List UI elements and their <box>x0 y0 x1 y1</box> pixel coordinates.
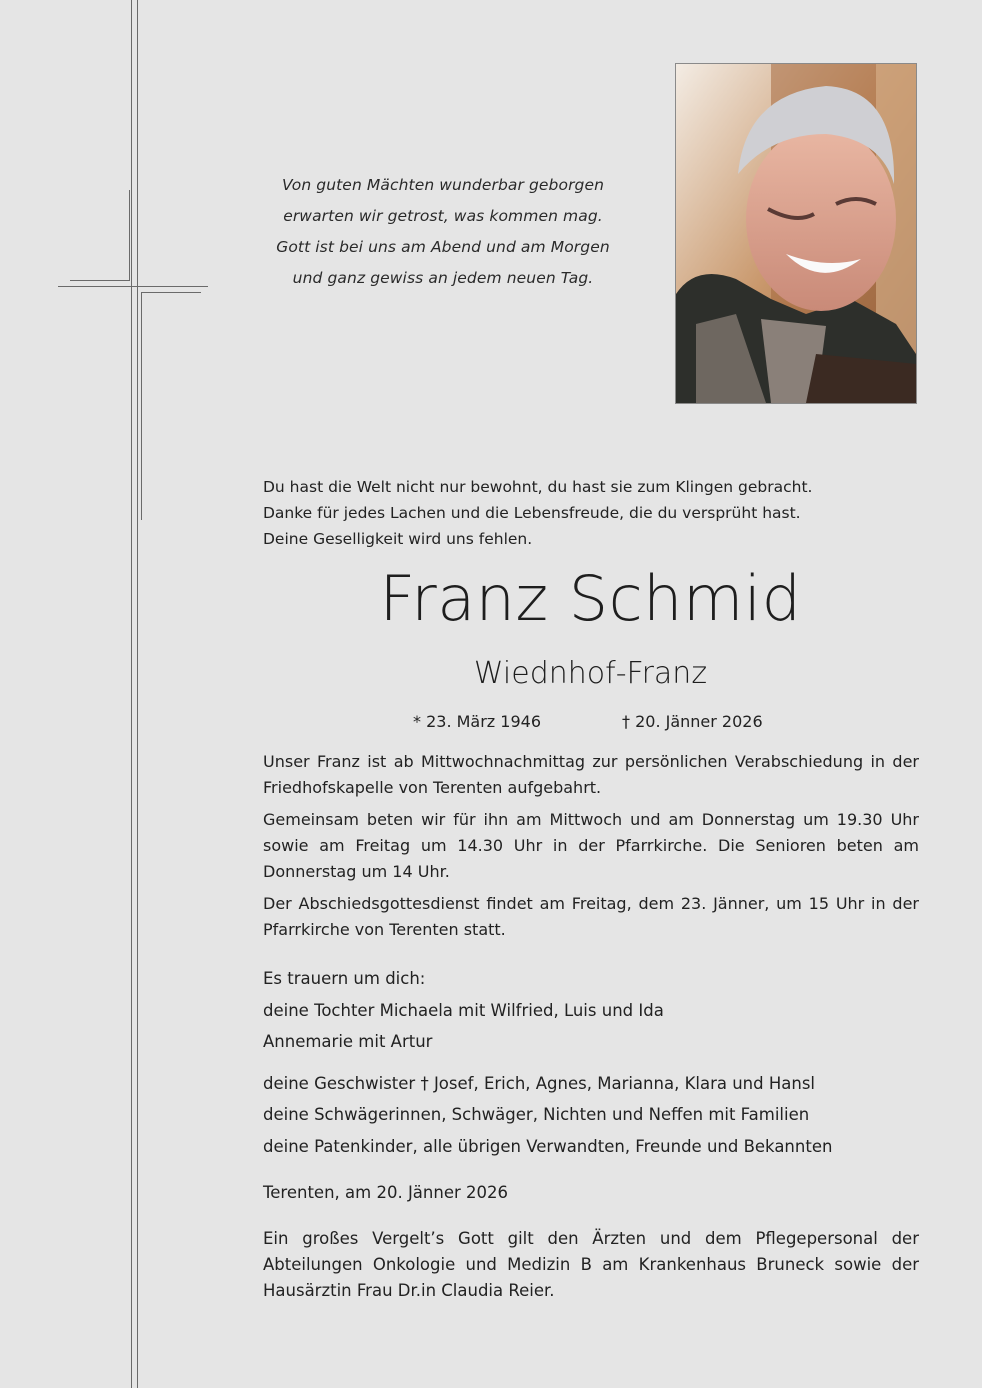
ceremony-paragraph: Unser Franz ist ab Mittwochnachmittag zur persönlichen Verabschiedung in der Friedhofskapelle von Terenten aufgebahrt. <box>263 752 919 797</box>
mourner-line: Annemarie mit Artur <box>263 1032 433 1051</box>
poem-line: Von guten Mächten wunderbar geborgen <box>281 176 605 194</box>
intro-line: Deine Geselligkeit wird uns fehlen. <box>263 530 533 548</box>
poem <box>258 170 628 294</box>
place-and-date: Terenten, am 20. Jänner 2026 <box>263 1183 509 1202</box>
border-line-right <box>137 0 138 1388</box>
thanks-text <box>263 1226 919 1304</box>
birth-date: * 23. März 1946 <box>413 712 542 731</box>
cross-line <box>58 286 208 287</box>
portrait-photo-illustration <box>676 64 916 403</box>
spacer <box>263 1058 923 1068</box>
deceased-nickname: Wiednhof-Franz <box>473 656 708 691</box>
cross-line <box>129 190 130 280</box>
intro-text <box>263 474 923 552</box>
ceremony-details <box>263 749 919 949</box>
cross-line <box>141 292 142 520</box>
mourner-line: deine Schwägerinnen, Schwäger, Nichten und Neffen mit Familien <box>263 1105 810 1124</box>
poem-line: und ganz gewiss an jedem neuen Tag. <box>292 269 594 287</box>
mourner-line: deine Geschwister † Josef, Erich, Agnes, Marianna, Klara und Hansl <box>263 1073 816 1093</box>
poem-line: erwarten wir getrost, was kommen mag. <box>283 207 603 225</box>
poem-line: Gott ist bei uns am Abend und am Morgen <box>276 238 610 256</box>
cross-line <box>70 280 130 281</box>
portrait-photo <box>675 63 917 404</box>
border-line-left <box>131 0 132 1388</box>
mourners-list <box>263 963 923 1162</box>
mourner-line: deine Tochter Michaela mit Wilfried, Luis und Ida <box>263 1000 664 1020</box>
ceremony-paragraph: Der Abschiedsgottesdienst findet am Freitag, dem 23. Jänner, um 15 Uhr in der Pfarrkirche von Terenten statt. <box>263 894 919 939</box>
deceased-name: Franz Schmid <box>379 562 802 635</box>
intro-line: Danke für jedes Lachen und die Lebensfreude, die du versprüht hast. <box>263 504 801 522</box>
ceremony-paragraph: Gemeinsam beten wir für ihn am Mittwoch und am Donnerstag um 19.30 Uhr sowie am Freitag um 14.30 Uhr in der Pfarrkirche. Die Senioren beten am Donnerstag um 14 Uhr. <box>263 810 919 881</box>
mourner-line: deine Patenkinder, alle übrigen Verwandten, Freunde und Bekannten <box>263 1136 833 1156</box>
mourners-heading: Es trauern um dich: <box>263 969 426 988</box>
intro-line: Du hast die Welt nicht nur bewohnt, du hast sie zum Klingen gebracht. <box>263 478 813 496</box>
cross-line <box>141 292 201 293</box>
death-date: † 20. Jänner 2026 <box>622 712 763 731</box>
thanks-paragraph: Ein großes Vergelt’s Gott gilt den Ärzten und dem Pflegepersonal der Abteilungen Onkologie und Medizin B am Krankenhaus Bruneck sowie der Hausärztin Frau Dr.in Claudia Reier. <box>263 1229 919 1300</box>
